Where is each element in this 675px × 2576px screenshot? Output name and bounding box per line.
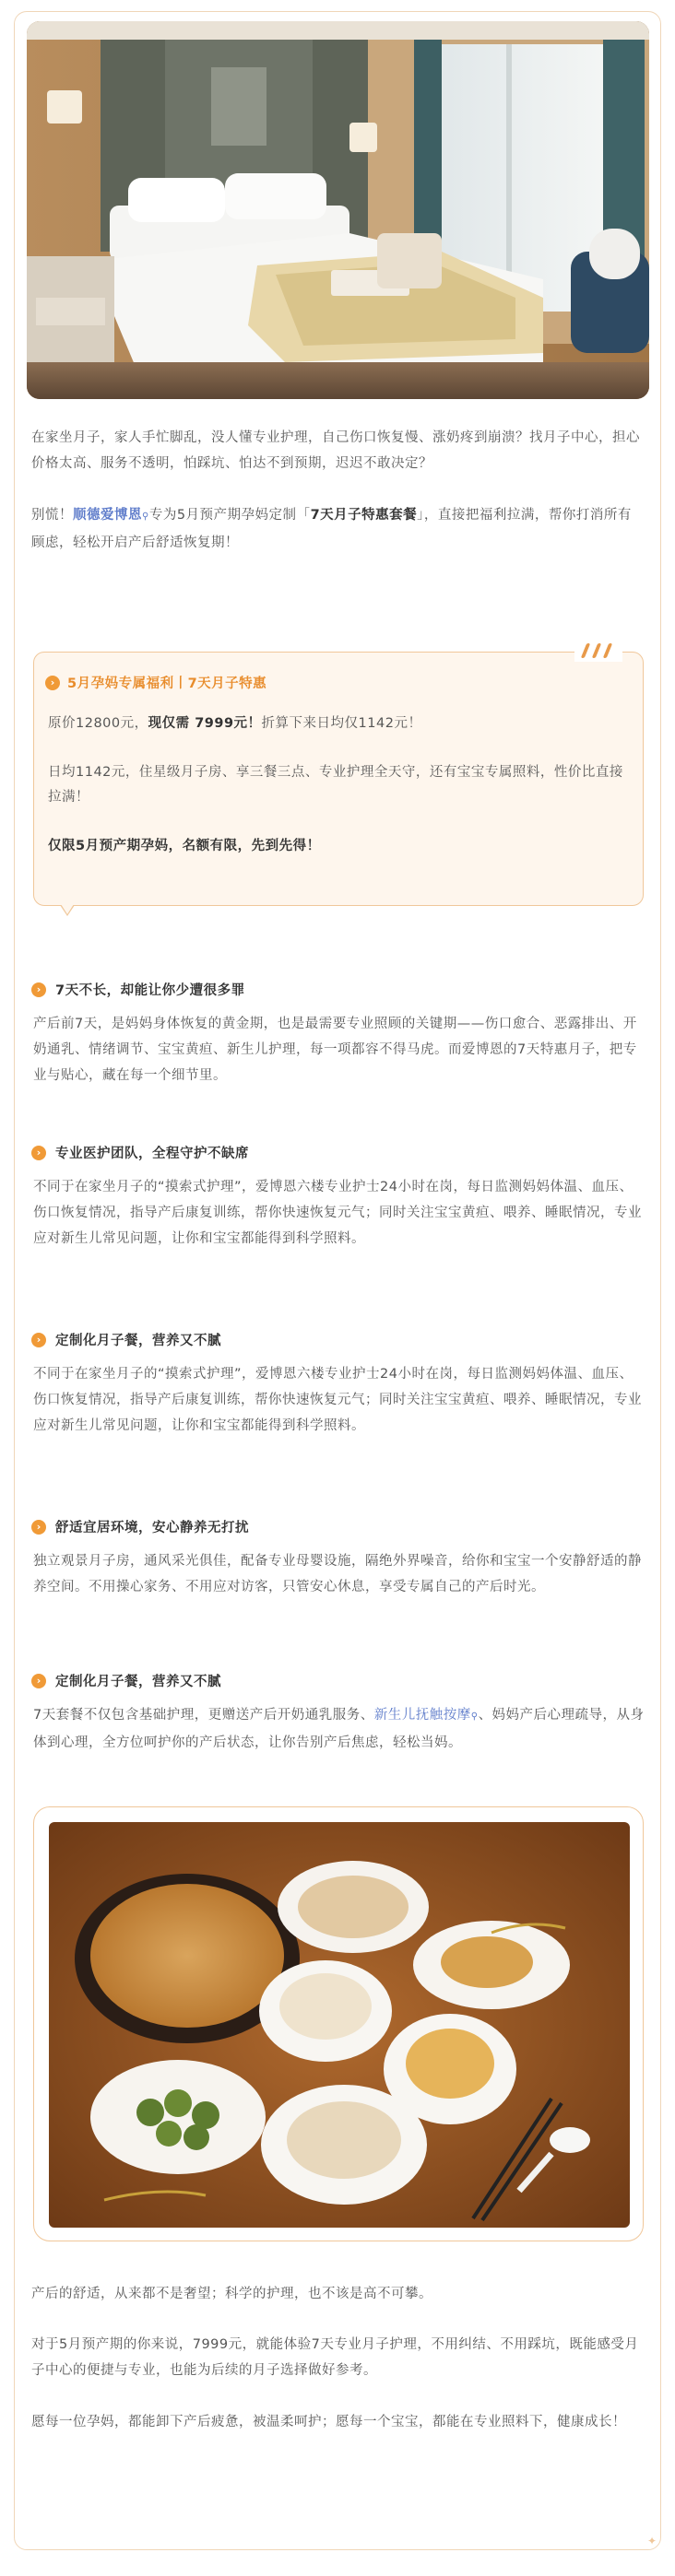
chevron-right-icon: › bbox=[31, 1333, 46, 1347]
section-title: 专业医护团队，全程守护不缺席 bbox=[55, 1147, 249, 1161]
section-title: 定制化月子餐，营养又不腻 bbox=[55, 1675, 221, 1689]
section-body-5 bbox=[33, 1702, 645, 1756]
intro-paragraph-1 bbox=[31, 425, 644, 476]
article-card bbox=[14, 11, 661, 2550]
chevron-right-icon: › bbox=[45, 676, 60, 690]
original-price: 原价12800元， bbox=[48, 716, 148, 731]
slash-decoration-icon bbox=[574, 643, 622, 662]
promo-body bbox=[48, 712, 631, 883]
promo-detail: 日均1142元，住星级月子房、享三餐三点、专业护理全天守，还有宝宝专属照料，性价比直接拉满！ bbox=[48, 765, 623, 805]
outro-text: 对于5月预产期的你来说，7999元，就能体验7天专业月子护理，不用纠结、不用踩坑，既能感受月子中心的便捷与专业，也能为后续的月子选择做好参考。 bbox=[31, 2337, 639, 2378]
section-text-post: 、妈妈产后心理疏导，从身体到心理，全方位呵护你的产后状态，让你告别产后焦虑，轻松当妈。 bbox=[33, 1708, 645, 1750]
intro-post: 」，直接把福利拉满，帮你打消所有顾虑，轻松开启产后舒适恢复期！ bbox=[31, 508, 632, 550]
chevron-right-icon: › bbox=[31, 1146, 46, 1160]
chevron-right-icon: › bbox=[31, 1520, 46, 1535]
intro-lead: 别慌！ bbox=[31, 508, 73, 523]
promo-price-line bbox=[48, 712, 631, 736]
section-header-3 bbox=[31, 1330, 221, 1349]
promo-tail bbox=[60, 905, 75, 916]
intro-paragraph-2 bbox=[31, 502, 644, 556]
promo-title-sub: 7天月子特惠 bbox=[187, 676, 267, 691]
intro-text-2: 别慌！顺德爱博恩⚲专为5月预产期孕妈定制「7天月子特惠套餐」，直接把福利拉满，帮你打消所有顾虑，轻松开启产后舒适恢复期！ bbox=[31, 508, 632, 550]
section-title: 定制化月子餐，营养又不腻 bbox=[55, 1334, 221, 1348]
chevron-right-icon: › bbox=[31, 982, 46, 997]
promo-title-main: 5月孕妈专属福利 bbox=[67, 676, 174, 691]
section-title: 舒适宜居环境，安心静养无打扰 bbox=[55, 1521, 249, 1535]
brand-link[interactable]: 顺德爱博恩 bbox=[73, 508, 142, 523]
intro-text: 在家坐月子，家人手忙脚乱，没人懂专业护理，自己伤口恢复慢、涨奶疼到崩溃？找月子中心，担心价格太高、服务不透明，怕踩坑、怕达不到预期，迟迟不敢决定？ bbox=[31, 430, 640, 471]
promo-limit: 仅限5月预产期孕妈，名额有限，先到先得！ bbox=[48, 839, 321, 853]
section-text: 7天套餐不仅包含基础护理，更赠送产后开奶通乳服务、新生儿抚触按摩⚲、妈妈产后心理疏导，从身体到心理，全方位呵护你的产后状态，让你告别产后焦虑，轻松当妈。 bbox=[33, 1708, 645, 1750]
promo-title bbox=[67, 673, 266, 692]
section-header-4 bbox=[31, 1517, 249, 1536]
section-header-2 bbox=[31, 1143, 249, 1162]
outro-paragraph-3 bbox=[31, 2409, 644, 2435]
package-name: 7天月子特惠套餐 bbox=[310, 508, 418, 523]
promo-header bbox=[45, 673, 266, 692]
section-body-1 bbox=[33, 1011, 645, 1088]
daily-price: 折算下来日均仅1142元！ bbox=[261, 716, 422, 731]
section-header-5 bbox=[31, 1671, 221, 1690]
intro-mid: 专为5月预产期孕妈定制「 bbox=[148, 508, 311, 523]
massage-link[interactable]: 新生儿抚触按摩 bbox=[373, 1708, 471, 1723]
section-header-1 bbox=[31, 980, 245, 999]
section-text: 不同于在家坐月子的“摸索式护理”，爱博恩六楼专业护士24小时在岗，每日监测妈妈体温、血压、伤口恢复情况，指导产后康复训练，帮你快速恢复元气；同时关注宝宝黄疸、喂养、睡眠情况，专业应对新生儿常见问题，让你和宝宝都能得到科学照料。 bbox=[33, 1367, 642, 1433]
section-body-3 bbox=[33, 1361, 645, 1439]
section-title: 7天不长，却能让你少遭很多罪 bbox=[55, 983, 245, 998]
section-body-4 bbox=[33, 1548, 645, 1600]
section-text: 独立观景月子房，通风采光俱佳，配备专业母婴设施，隔绝外界噪音，给你和宝宝一个安静舒适的静养空间。不用操心家务、不用应对访客，只管安心休息，享受专属自己的产后时光。 bbox=[33, 1554, 642, 1594]
hotel-room-photo bbox=[27, 21, 649, 399]
promo-box bbox=[33, 652, 644, 906]
section-text-pre: 7天套餐不仅包含基础护理，更赠送产后开奶通乳服务、 bbox=[33, 1708, 374, 1723]
section-text: 不同于在家坐月子的“摸索式护理”，爱博恩六楼专业护士24小时在岗，每日监测妈妈体温、血压、伤口恢复情况，指导产后康复训练，帮你快速恢复元气；同时关注宝宝黄疸、喂养、睡眠情况，专业应对新生儿常见问题，让你和宝宝都能得到科学照料。 bbox=[33, 1180, 642, 1246]
food-photo-frame bbox=[33, 1806, 644, 2241]
section-body-2 bbox=[33, 1174, 645, 1252]
outro-paragraph-1 bbox=[31, 2281, 644, 2307]
sparkle-icon: ✦ bbox=[646, 2535, 657, 2547]
outro-paragraph-2 bbox=[31, 2332, 644, 2383]
section-text: 产后前7天，是妈妈身体恢复的黄金期，也是最需要专业照顾的关键期——伤口愈合、恶露排出、开奶通乳、情绪调节、宝宝黄疸、新生儿护理，每一项都容不得马虎。而爱博恩的7天特惠月子，把专业与贴心，藏在每一个细节里。 bbox=[33, 1017, 637, 1083]
promo-title-sep: 丨 bbox=[173, 676, 188, 691]
confinement-meal-photo bbox=[49, 1822, 630, 2228]
sale-price: 现仅需 7999元！ bbox=[148, 716, 262, 731]
outro-text: 愿每一位孕妈，都能卸下产后疲惫，被温柔呵护；愿每一个宝宝，都能在专业照料下，健康成长！ bbox=[31, 2415, 626, 2429]
outro-text: 产后的舒适，从来都不是奢望；科学的护理，也不该是高不可攀。 bbox=[31, 2287, 432, 2301]
chevron-right-icon: › bbox=[31, 1674, 46, 1688]
